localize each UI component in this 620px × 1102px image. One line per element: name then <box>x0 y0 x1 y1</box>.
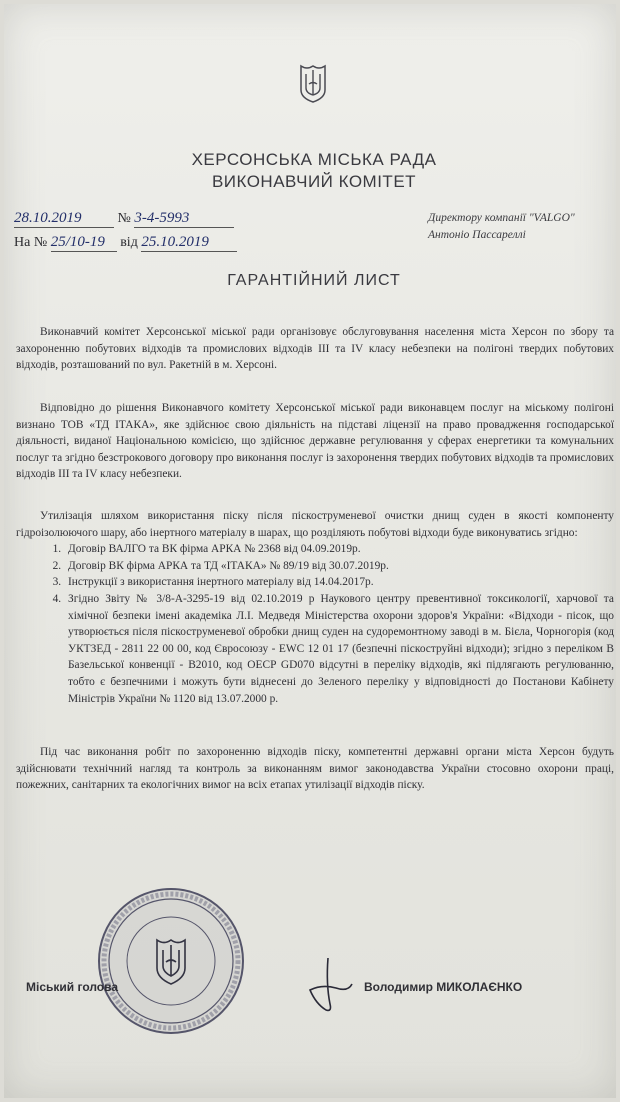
list-item: 3. Інструкції з використання інертного матеріалу від 14.04.2017р. <box>64 574 614 591</box>
organization-subdivision: ВИКОНАВЧИЙ КОМІТЕТ <box>211 172 417 191</box>
document-title: ГАРАНТІЙНИЙ ЛИСТ <box>227 272 401 289</box>
organization-name: ХЕРСОНСЬКА МІСЬКА РАДА <box>191 150 437 169</box>
list-item: 4. Згідно Звіту № 3/8-А-3295-19 від 02.10.2019 р Наукового центру превентивної токсикології, харчової та хімічної безпеки імені академіка Л.І. Медведя Міністерства охорони здоров'я України: «Відходи - пісок, що утворюється після піскоструменевої обробки днищ суден на судоремонтному заводі в м. Бієла, Чорногорія (код УКТЗЕД - 2811 22 00 00, код Євросоюзу - EWC 12 01 17 (безпечні піскоструйні відходи); згідно з переліком В Базельської конвенції - B2010, код OECP GD070 відсутні в переліку відходів, які підлягають регулюванню, тобто є безпечними і можуть бути віднесені до Зеленого переліку у відповідності до Постанови Кабінету Міністрів України № 1120 від 13.07.2000 р. <box>64 591 614 707</box>
letter-sheet <box>4 4 616 1098</box>
paragraph-2: Відповідно до рішення Виконавчого комітету Херсонської міської ради виконавцем послуг на міському полігоні визнано ТОВ «ТД ІТАКА», яке здійснює свою діяльність на підставі ліцензії на право провадження господарської діяльності, виданої Національною комісією, що здійснює державне регулювання у сферах енергетики та комунальних послуг та згідно безстрокового договору про виконання послуг із захоронення твердих побутових відходів та промислових відходів ІІІ та IV класу небезпеки. <box>16 402 614 481</box>
ref-date-label: від <box>120 235 138 250</box>
incoming-reference <box>14 234 237 252</box>
outgoing-date: 28.10.2019 <box>14 210 114 228</box>
paragraph-3: Утилізація шляхом використання піску після піскоструменевої очистки днищ суден в якості компоненту гідроізолюючого шару, або інертного матеріалу в шарах, що розділяють побутові відходи буде виконуватись згідно: 1. Договір ВАЛГО та ВК фірма АРКА № 2368 від 04.09.2019р. 2. Договір ВК фірма АРКА та ТД «ІТАКА» № 89/19 від 30.07.2019р. 3. Інструкції з використання інертного матеріалу від 14.04.2017р. 4. Згідно Звіту № 3/8-А-3295-19 від 02.10.2019 р Наукового центру превентивної токсикології, харчової та хімічної безпеки імені академіка Л.І. Медведя Міністерства охорони здоров'я України: «Відходи - пісок, що утворюється після піскоструменевої обробки днищ суден на судоремонтному заводі в м. Бієла, Чорногорія (код УКТЗЕД - 2811 22 00 00, код Євросоюзу - EWC 12 01 17 (безпечні піскоструйні відходи); згідно з переліком В Базельської конвенції - B2010, код OECP GD070 відсутні в переліку відходів, які підлягають регулюванню, тобто є безпечними і можуть бути віднесені до Зеленого переліку у відповідності до Постанови Кабінету Міністрів України № 1120 від 13.07.2000 р. <box>16 508 614 707</box>
ref-label: На № <box>14 235 48 250</box>
signatory-name: Володимир МИКОЛАЄНКО <box>364 980 523 994</box>
ref-date: 25.10.2019 <box>141 234 237 252</box>
number-label: № <box>117 211 131 226</box>
list-item: 2. Договір ВК фірма АРКА та ТД «ІТАКА» № 89/19 від 30.07.2019р. <box>64 558 614 575</box>
signatory-title: Міський голова <box>26 980 119 994</box>
addressee-name: Антоніо Пассареллі <box>428 229 526 241</box>
basis-list <box>16 541 614 707</box>
official-seal-icon <box>96 886 246 1036</box>
paragraph-4: Під час виконання робіт по захороненню відходів піску, компетентні державні органи міста Херсон будуть здійснювати технічний нагляд та контроль за виконанням вимог законодавства України стосовно охорони праці, пожежних, санітарних та екологічних вимог на всіх етапах утилізації відходів піску. <box>16 746 614 792</box>
ref-number: 25/10-19 <box>51 234 117 252</box>
outgoing-registration <box>14 210 234 228</box>
paragraph-1: Виконавчий комітет Херсонської міської ради організовує обслуговування населення міста Херсон по збору та захороненню побутових відходів та промислових відходів ІІІ та IV класу небезпеки на полігоні твердих побутових відходів, розташований по вул. Ракетній в м. Херсоні. <box>16 326 614 372</box>
list-item: 1. Договір ВАЛГО та ВК фірма АРКА № 2368 від 04.09.2019р. <box>64 541 614 558</box>
addressee <box>428 210 575 244</box>
trident-emblem-icon <box>298 62 328 104</box>
handwritten-signature-icon <box>296 954 366 1014</box>
outgoing-number: 3-4-5993 <box>134 210 234 228</box>
addressee-position: Директору компанії "VALGO" <box>428 212 575 224</box>
